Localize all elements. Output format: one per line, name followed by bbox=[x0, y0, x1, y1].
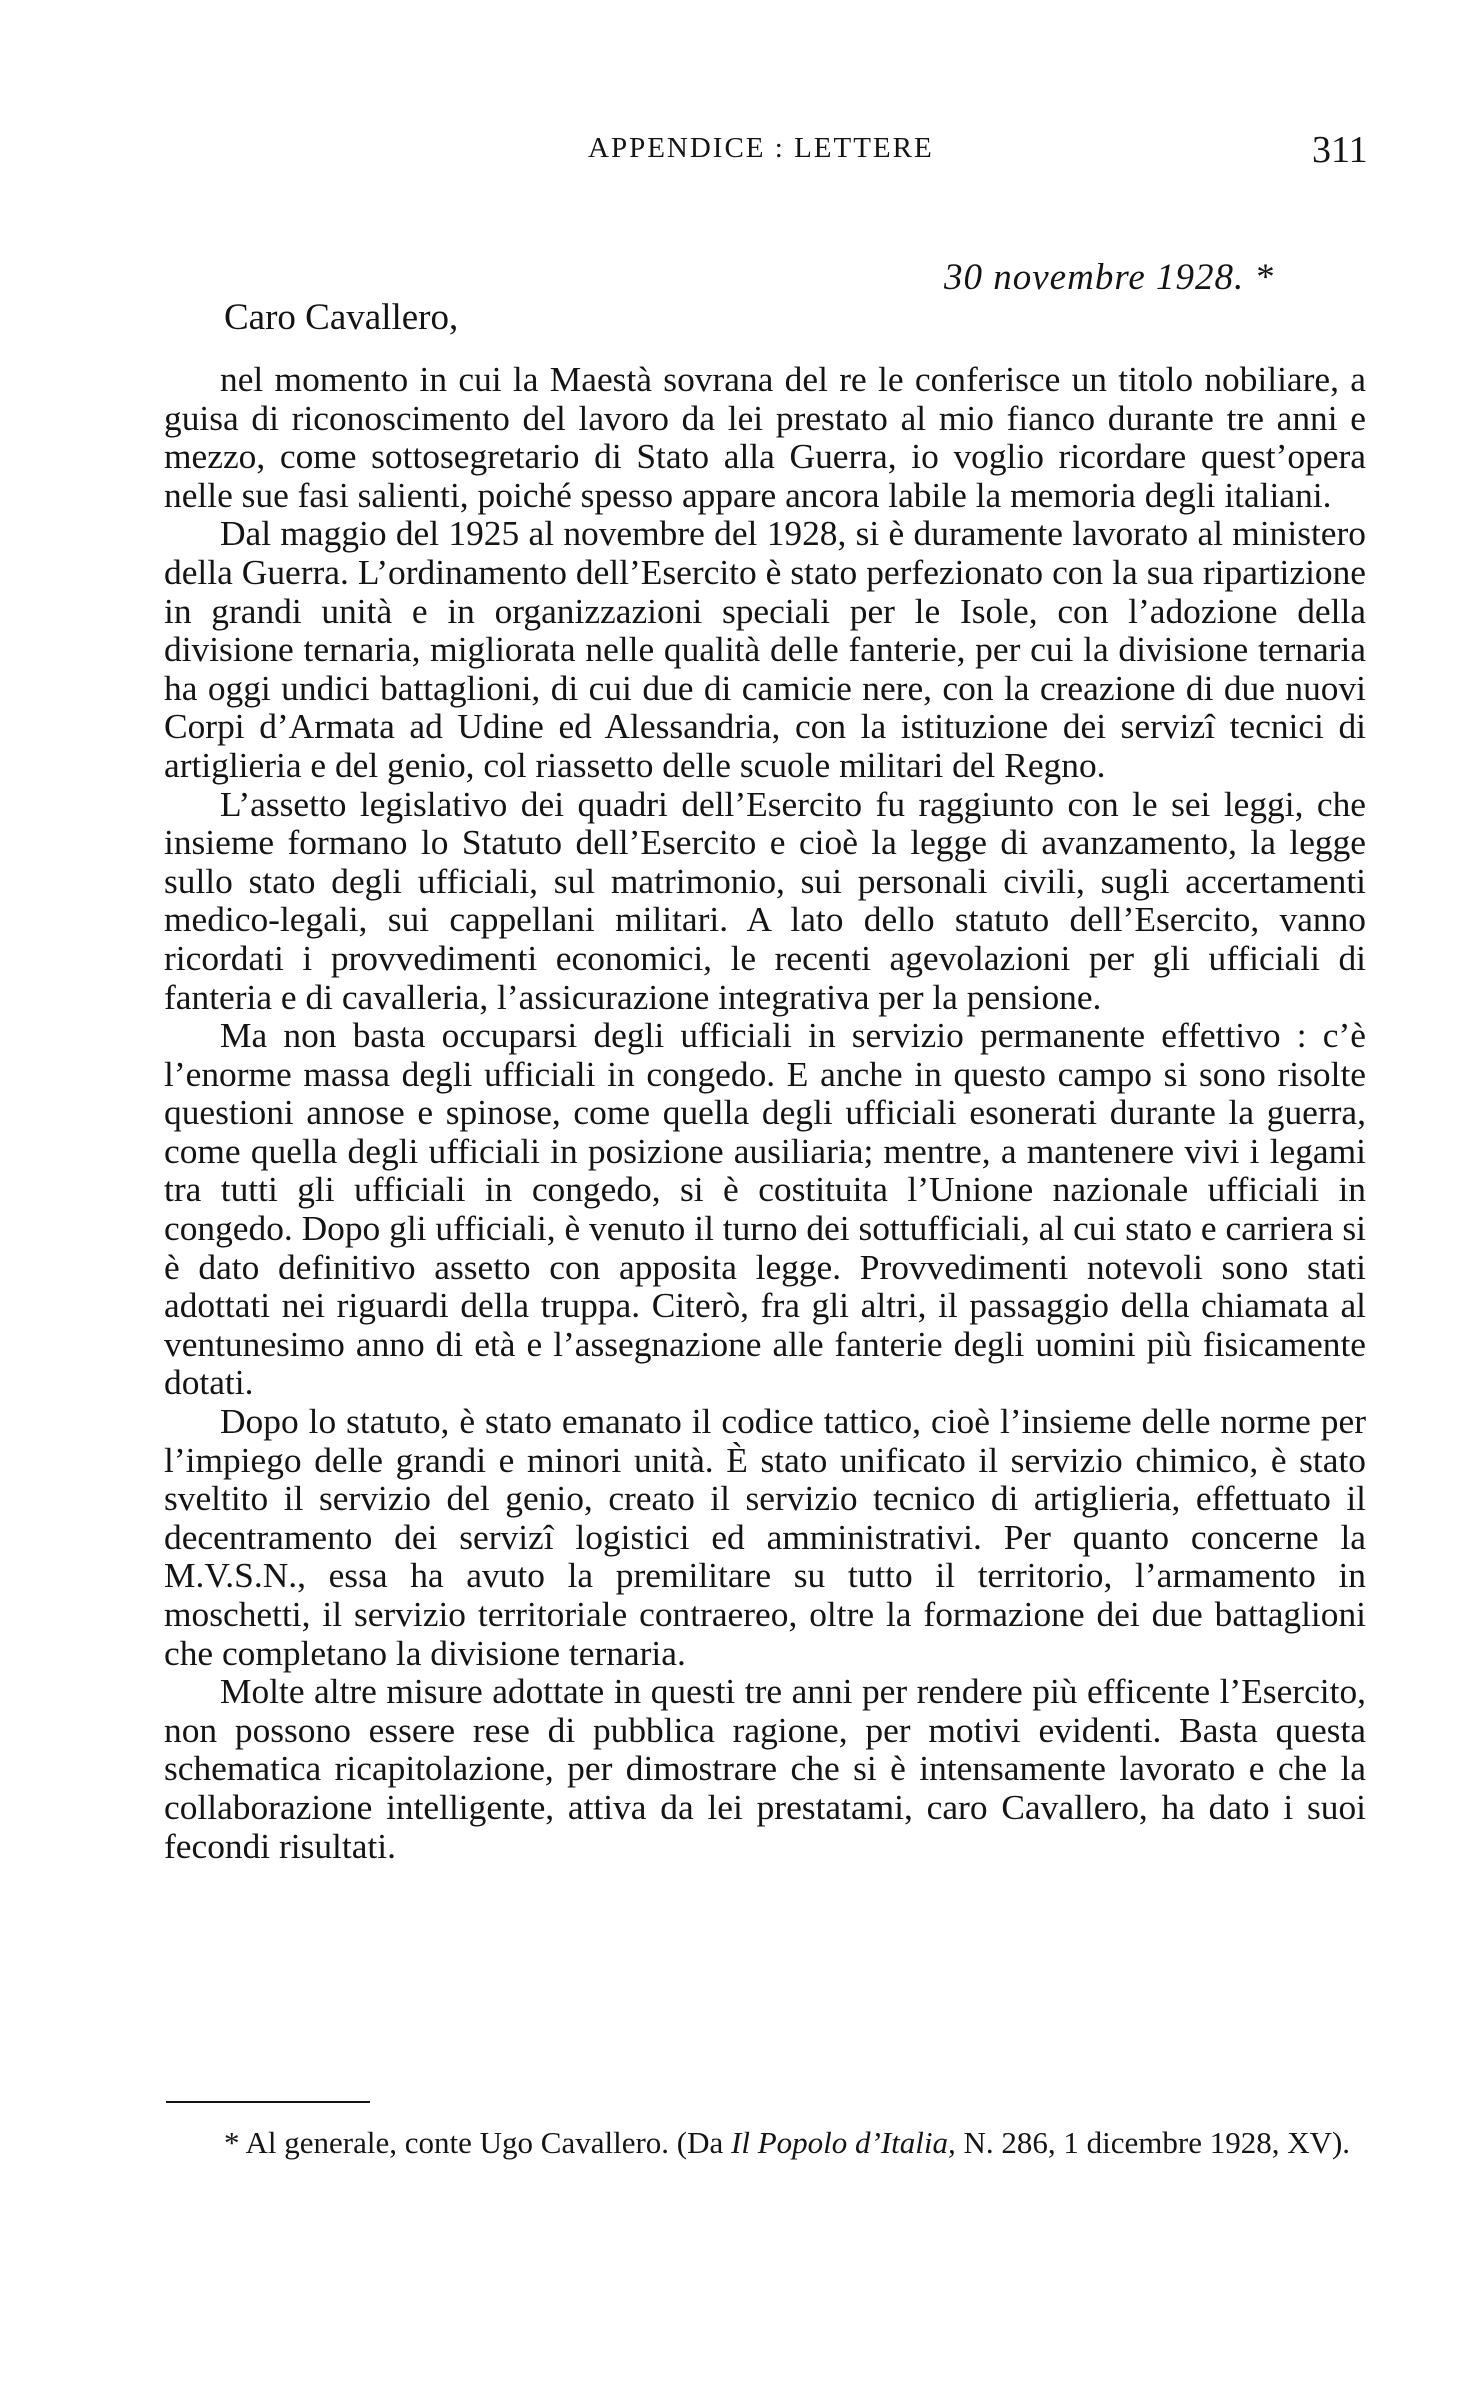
footnote bbox=[166, 2122, 1362, 2163]
paragraph: Dal maggio del 1925 al novembre del 1928, si è duramente lavorato al ministero della Guerra. L’ordinamento dell’Esercito è stato perfezionato con la sua ripartizione in grandi unità e in organizzazioni speciali per le Isole, con l’adozione della divisione ternaria, migliorata nelle qualità delle fanterie, per cui la divisione ternaria ha oggi undici battaglioni, di cui due di camicie nere, con la creazione di due nuovi Corpi d’Armata ad Udine ed Alessandria, con la istituzione dei servizî tecnici di artiglieria e del genio, col riassetto delle scuole militari del Regno. bbox=[164, 513, 1366, 785]
footnote-divider bbox=[166, 2101, 370, 2103]
paragraph: Dopo lo statuto, è stato emanato il codice tattico, cioè l’insieme delle norme per l’impiego delle grandi e minori unità. È stato unificato il servizio chimico, è stato sveltito il servizio del genio, creato il servizio tecnico di artiglieria, effettuato il decentramento dei servizî logistici ed amministrativi. Per quanto concerne la M.V.S.N., essa ha avuto la premilitare su tutto il territorio, l’armamento in moschetti, il servizio territoriale contraereo, oltre la formazione dei due battaglioni che completano la divisione ternaria. bbox=[164, 1401, 1366, 1673]
paragraph: Ma non basta occuparsi degli ufficiali in servizio permanente effettivo : c’è l’enorme massa degli ufficiali in congedo. E anche in questo campo si sono risolte questioni annose e spinose, come quella degli ufficiali esonerati durante la guerra, come quella degli ufficiali in posizione ausiliaria; mentre, a mantenere vivi i legami tra tutti gli ufficiali in congedo, si è costituita l’Unione nazionale ufficiali in congedo. Dopo gli ufficiali, è venuto il turno dei sottufficiali, al cui stato e carriera si è dato definitivo assetto con apposita legge. Provvedimenti notevoli sono stati adottati nei riguardi della truppa. Citerò, fra gli altri, il passaggio della chiamata al ventunesimo anno di età e l’assegnazione alle fanterie degli uomini più fisicamente dotati. bbox=[164, 1015, 1366, 1403]
letter-salutation: Caro Cavallero, bbox=[224, 297, 459, 338]
paragraph: nel momento in cui la Maestà sovrana del re le conferisce un titolo nobiliare, a guisa di riconoscimento del lavoro da lei prestato al mio fianco durante tre anni e mezzo, come sottosegretario di Stato alla Guerra, io voglio ricordare quest’opera nelle sue fasi salienti, poiché spesso appare ancora labile la memoria degli italiani. bbox=[164, 359, 1366, 515]
footnote-source-title: Il Popolo d’Italia, bbox=[731, 2125, 956, 2160]
page-number: 311 bbox=[1312, 129, 1368, 171]
paragraph: L’assetto legislativo dei quadri dell’Esercito fu raggiunto con le sei leggi, che insieme formano lo Statuto dell’Esercito e cioè la legge di avanzamento, la legge sullo stato degli ufficiali, sul matrimonio, sui personali civili, sugli accertamenti medico-legali, sui cappellani militari. A lato dello statuto dell’Esercito, vanno ricordati i provvedimenti economici, le recenti agevolazioni per gli ufficiali di fanteria e di cavalleria, l’assicurazione integrativa per la pensione. bbox=[164, 783, 1366, 1017]
paragraph: Molte altre misure adottate in questi tre anni per rendere più efficente l’Esercito, non possono essere rese di pubblica ragione, per motivi evidenti. Basta questa schematica ricapitolazione, per dimostrare che si è intensamente lavorato e che la collaborazione intelligente, attiva da lei prestatami, caro Cavallero, ha dato i suoi fecondi risultati. bbox=[164, 1671, 1366, 1866]
footnote-text: * Al generale, conte Ugo Cavallero. (Da bbox=[224, 2125, 732, 2160]
footnote-citation: N. 286, 1 dicembre 1928, XV). bbox=[955, 2125, 1351, 2160]
letter-date: 30 novembre 1928. * bbox=[944, 257, 1275, 298]
letter-body bbox=[164, 360, 1366, 1865]
running-header: APPENDICE : LETTERE bbox=[588, 132, 934, 164]
